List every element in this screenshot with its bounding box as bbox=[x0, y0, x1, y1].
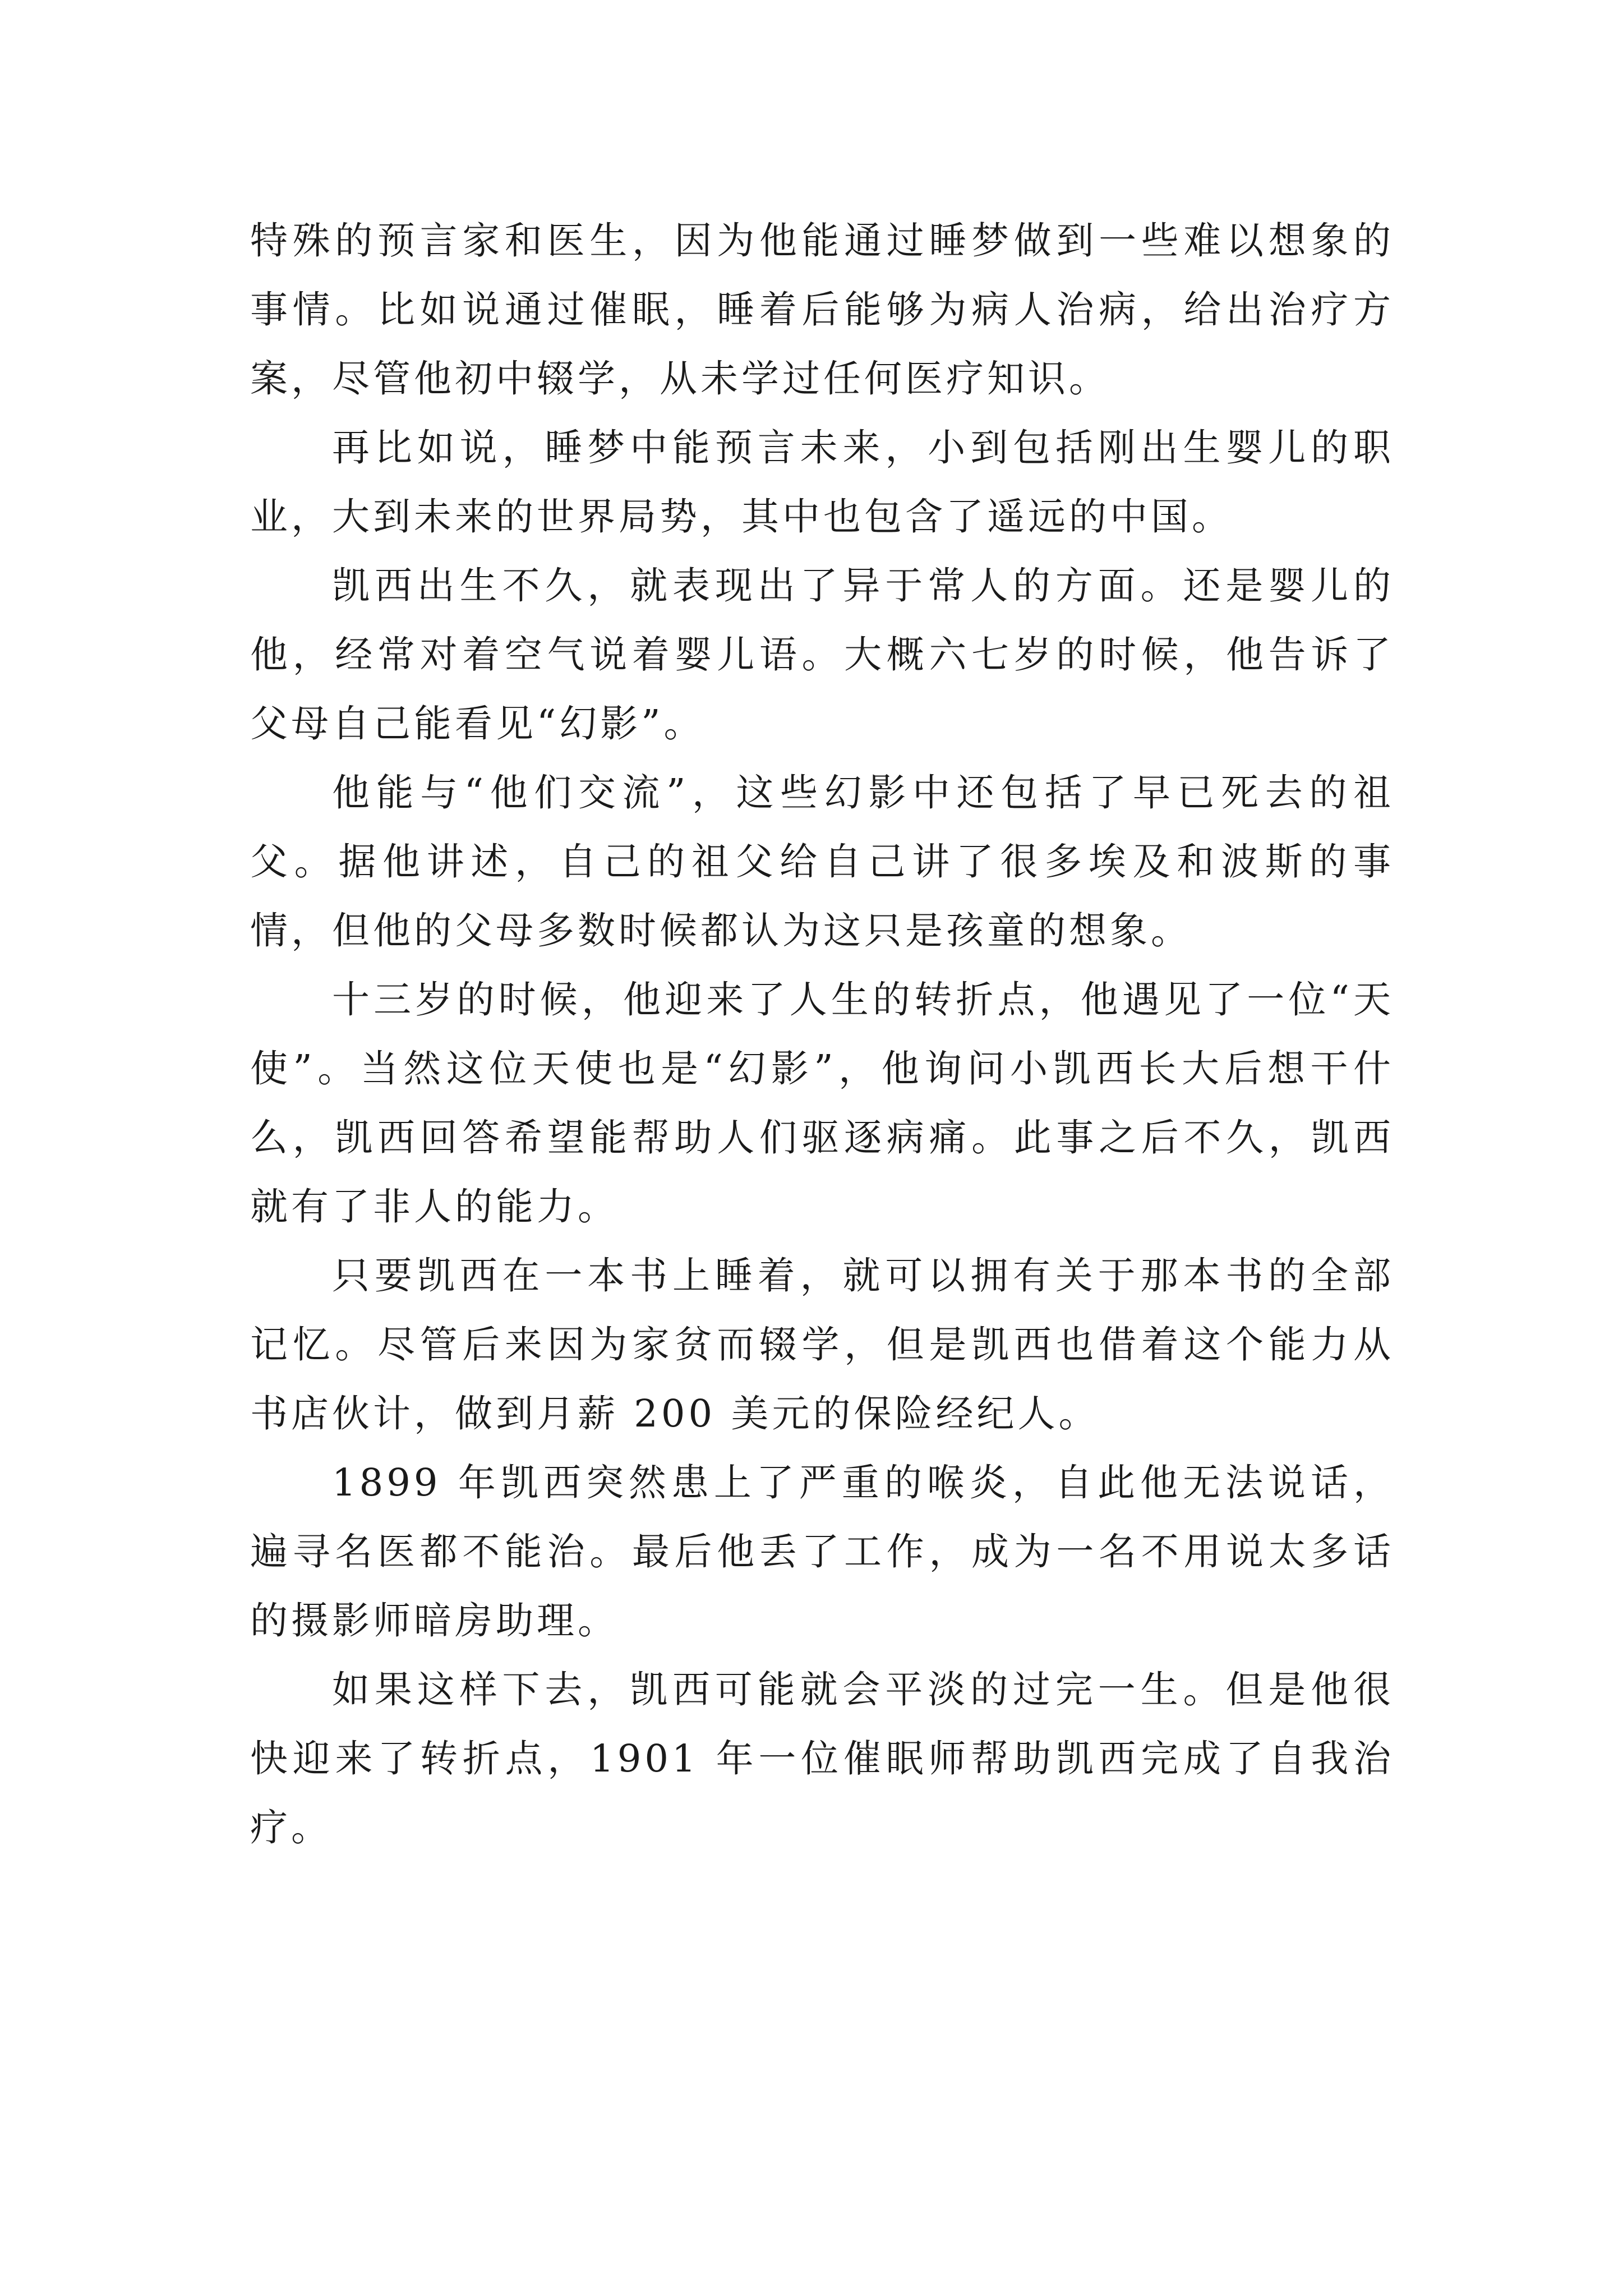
paragraph-3: 凯西出生不久，就表现出了异于常人的方面。还是婴儿的他，经常对着空气说着婴儿语。大概六七岁的时候，他告诉了父母自己能看见“幻影”。 bbox=[250, 564, 1394, 746]
body-text bbox=[250, 206, 1394, 1862]
paragraph-2: 再比如说，睡梦中能预言未来，小到包括刚出生婴儿的职业，大到未来的世界局势，其中也包含了遥远的中国。 bbox=[250, 426, 1394, 539]
paragraph-5: 十三岁的时候，他迎来了人生的转折点，他遇见了一位“天使”。当然这位天使也是“幻影”，他询问小凯西长大后想干什么，凯西回答希望能帮助人们驱逐病痛。此事之后不久，凯西就有了非人的能力。 bbox=[250, 978, 1394, 1228]
paragraph-4: 他能与“他们交流”，这些幻影中还包括了早已死去的祖父。据他讲述，自己的祖父给自己讲了很多埃及和波斯的事情，但他的父母多数时候都认为这只是孩童的想象。 bbox=[250, 771, 1394, 953]
paragraph-6: 只要凯西在一本书上睡着，就可以拥有关于那本书的全部记忆。尽管后来因为家贫而辍学，但是凯西也借着这个能力从书店伙计，做到月薪 200 美元的保险经纪人。 bbox=[250, 1254, 1394, 1435]
paragraph-1: 特殊的预言家和医生，因为他能通过睡梦做到一些难以想象的事情。比如说通过催眠，睡着后能够为病人治病，给出治疗方案，尽管他初中辍学，从未学过任何医疗知识。 bbox=[250, 219, 1394, 401]
paragraph-7: 1899 年凯西突然患上了严重的喉炎，自此他无法说话，遍寻名医都不能治。最后他丢了工作，成为一名不用说太多话的摄影师暗房助理。 bbox=[250, 1461, 1394, 1642]
paragraph-8: 如果这样下去，凯西可能就会平淡的过完一生。但是他很快迎来了转折点，1901 年一位催眠师帮助凯西完成了自我治疗。 bbox=[250, 1668, 1394, 1849]
